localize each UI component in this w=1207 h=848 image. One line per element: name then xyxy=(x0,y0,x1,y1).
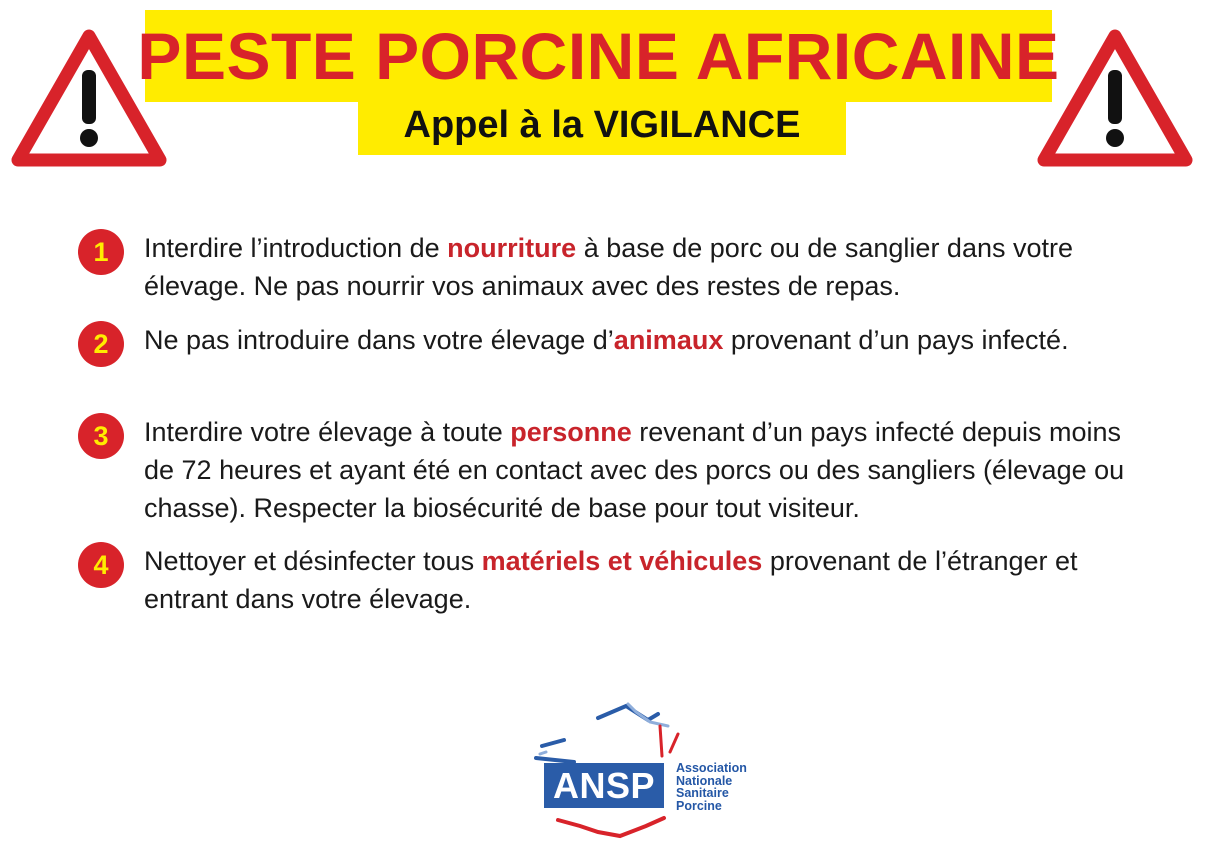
ansp-logo-box: ANSP xyxy=(544,763,664,808)
rule-keyword: nourriture xyxy=(447,233,577,263)
rule-text: Ne pas introduire dans votre élevage d’animaux provenant d’un pays infecté. xyxy=(144,325,1069,355)
warning-triangle-icon xyxy=(1036,28,1194,170)
rule-number-badge: 1 xyxy=(78,229,124,275)
rule-keyword: animaux xyxy=(613,325,724,355)
rule-text: Interdire l’introduction de nourriture à base de porc ou de sanglier dans votre élevage. Ne pas nourrir vos animaux avec des restes de repas. xyxy=(144,233,1074,301)
ansp-logo-name: Association Nationale Sanitaire Porcine xyxy=(676,761,747,813)
rule-keyword: personne xyxy=(510,417,632,447)
rule-text: Nettoyer et désinfecter tous matériels et véhicules provenant de l’étranger et entrant dans votre élevage. xyxy=(144,546,1078,614)
page-title: PESTE PORCINE AFRICAINE xyxy=(137,19,1060,93)
rule-keyword: matériels et véhicules xyxy=(481,546,763,576)
subtitle-banner xyxy=(358,95,846,155)
rule-number-badge: 2 xyxy=(78,321,124,367)
rule-text: Interdire votre élevage à toute personne revenant d’un pays infecté depuis moins de 72 heures et ayant été en contact avec des porcs ou des sangliers (élevage ou chasse). Respecter la biosécurité de base pour tout visiteur. xyxy=(144,417,1125,523)
page-subtitle: Appel à la VIGILANCE xyxy=(403,104,801,146)
rule-number-badge: 3 xyxy=(78,413,124,459)
title-banner xyxy=(137,10,1060,102)
rule-number-badge: 4 xyxy=(78,542,124,588)
